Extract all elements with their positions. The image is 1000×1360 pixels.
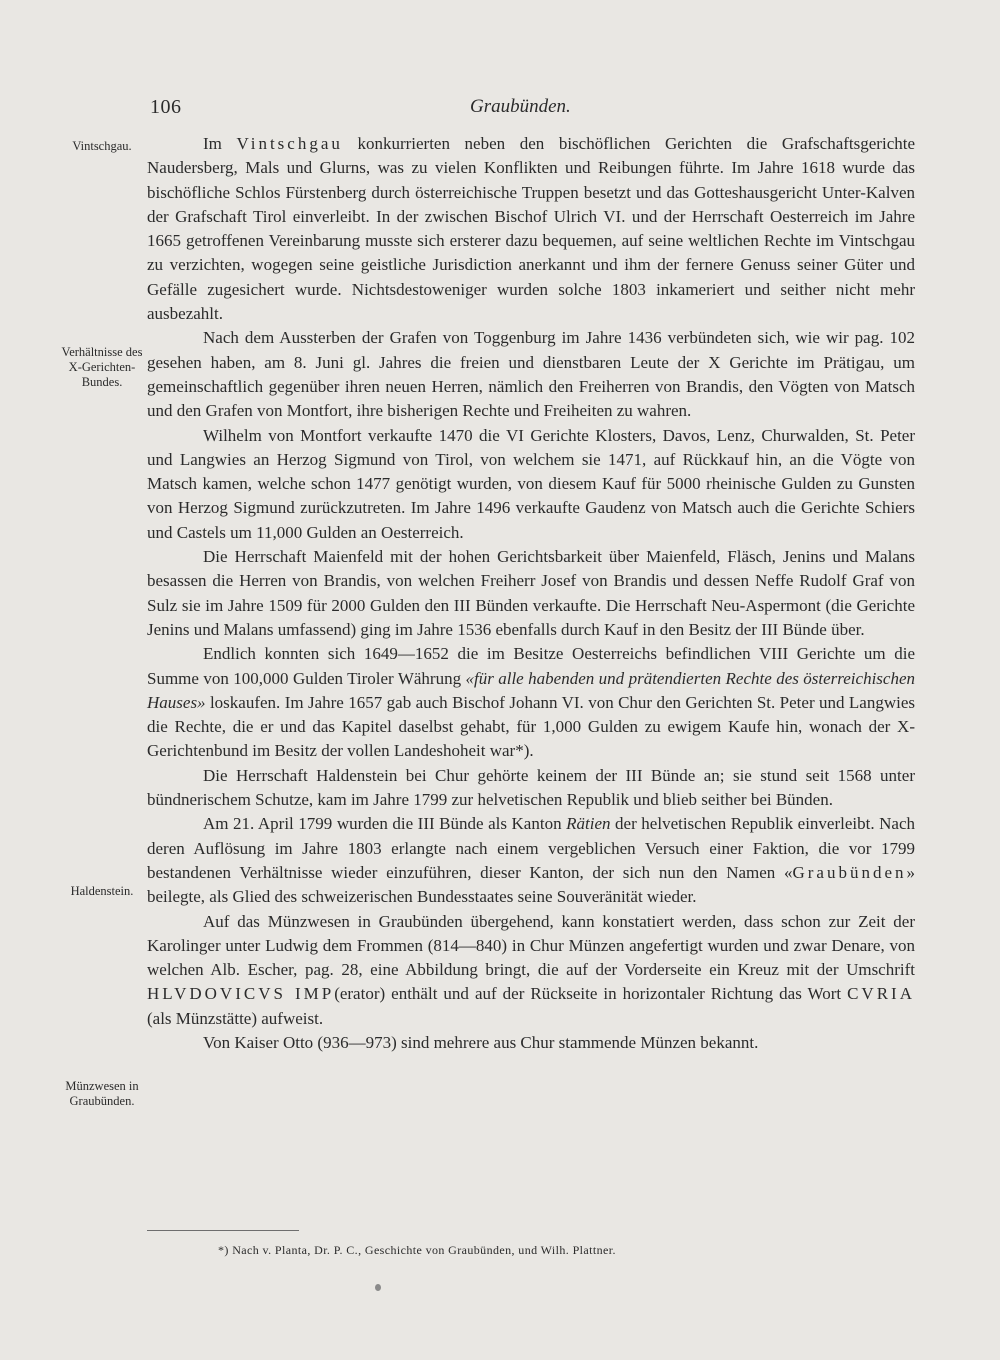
footnote-rule bbox=[147, 1230, 299, 1231]
paragraph-vintschgau: Im Vintschgau konkurrierten neben den bischöflichen Gerichten die Grafschaftsgerichte Naudersberg, Mals und Glurns, was zu vielen Konflikten und Reibungen führte. Im Jahre 1618 wurde das bischöfliche Schlos Fürstenberg durch österreichische Truppen besetzt und das Gotteshausgericht Unter-Kalven der Grafschaft Tirol einverleibt. In der zwischen Bischof Ulrich VI. und der Herrschaft Oesterreich im Jahre 1665 getroffenen Vereinbarung musste sich ersterer dazu bequemen, auf seine weltlichen Rechte im Vintschgau zu verzichten, wogegen seine geistliche Jurisdiction anerkannt und ihm der fernere Genuss seiner Güter und Gefälle zugesichert wurde. Nichtsdestoweniger wurden solche 1803 inkameriert und seither nicht mehr ausbezahlt. bbox=[147, 134, 916, 324]
spaced-term: Graubünden bbox=[792, 862, 907, 882]
italic-quote: «für alle habenden und prätendierten Rechte des österreichischen Hauses» bbox=[147, 668, 915, 712]
margin-note-vintschgau: Vintschgau. bbox=[72, 139, 132, 153]
paragraph-raetien: Am 21. April 1799 wurden die III Bünde als Kanton Rätien der helvetischen Republik einverleibt. Nach deren Auflösung im Jahre 1803 erlangte nach einem vergeblichen Versuch einer Faktion, die vor 1799 bestandenen Verhältnisse wieder einzuführen, dieser Kanton, der sich nun den Namen «Graubünden» beilegte, als Glied des schweizerischen Bundesstaates seine Souveränität wieder. bbox=[147, 814, 916, 907]
paragraph-toggenburg: Nach dem Aussterben der Grafen von Toggenburg im Jahre 1436 verbündeten sich, wie wir pag. 102 gesehen haben, am 8. Juni gl. Jahres die freien und dienstbaren Leute der X Gerichte im Prätigau, um gemeinschaftlich gegenüber ihren neuen Herren, nämlich den Freiherren von Brandis, den Vögten von Matsch und den Grafen von Montfort, ihre bisherigen Rechte und Freiheiten zu wahren. bbox=[147, 328, 915, 421]
running-title: Graubünden. bbox=[470, 96, 571, 117]
paragraph-maienfeld: Die Herrschaft Maienfeld mit der hohen Gerichtsbarkeit über Maienfeld, Fläsch, Jenins und Malans besassen die Herren von Brandis, von welchen Freiherr Josef von Brandis und dessen Neffe Rudolf Graf von Sulz sie im Jahre 1509 für 2000 Gulden den III Bünden verkaufte. Die Herrschaft Neu-Aspermont (die Gerichte Jenins und Malans umfassend) ging im Jahre 1536 ebenfalls durch Kauf in den Besitz der III Bünde über. bbox=[147, 547, 915, 639]
paragraph-haldenstein: Die Herrschaft Haldenstein bei Chur gehörte keinem der III Bünde an; sie stund seit 1568 unter bündnerischem Schutze, kam im Jahre 1799 zur helvetischen Republik und blieb seither bei Bünden. bbox=[147, 765, 915, 810]
margin-note-haldenstein: Haldenstein. bbox=[70, 884, 134, 898]
spaced-inscription: CVRIA bbox=[847, 984, 915, 1004]
paragraph-montfort: Wilhelm von Montfort verkaufte 1470 die VI Gerichte Klosters, Davos, Lenz, Churwalden, St. Peter und Langwies an Herzog Sigmund von Tirol, von welchem sie 1471, auf Rückkauf hin, an die Vögte von Matsch kamen, welche schon 1477 genötigt wurden, von diesem Kauf für 5000 rheinische Gulden zu Gunsten von Herzog Sigmund zurückzutreten. Im Jahre 1496 verkaufte Gaudenz von Matsch auch die Gerichte Schiers und Castels um 11,000 Gulden an Oesterreich. bbox=[147, 425, 915, 542]
italic-term: Rätien bbox=[566, 814, 611, 834]
paragraph-muenzwesen: Auf das Münzwesen in Graubünden übergehend, kann konstatiert werden, dass schon zur Zeit der Karolinger unter Ludwig dem Frommen (814—840) in Chur Münzen angefertigt wurden und zwar Denare, von welchen Alb. Escher, pag. 28, eine Abbildung bringt, die auf der Vorderseite ein Kreuz mit der Umschrift HLVDOVICVS IMP(erator) enthält und auf der Rückseite in horizontaler Richtung das Wort CVRIA (als Münzstätte) aufweist. bbox=[147, 911, 915, 1028]
spaced-term: Vintschgau bbox=[236, 134, 343, 153]
page-number: 106 bbox=[150, 96, 182, 118]
body-text bbox=[147, 132, 915, 1055]
ink-dot-ornament bbox=[375, 1284, 381, 1291]
paragraph-loskauf: Endlich konnten sich 1649—1652 die im Besitze Oesterreichs befindlichen VIII Gerichte um die Summe von 100,000 Gulden Tiroler Währung «für alle habenden und prätendierten Rechte des österreichischen Hauses» loskaufen. Im Jahre 1657 gab auch Bischof Johann VI. von Chur den Gerichten St. Peter und Langwies die Rechte, die er und das Kapitel daselbst gehabt, für 1,000 Gulden zu ewigem Kaufe hin, wonach der X-Gerichtenbund im Besitz der vollen Landeshoheit war*). bbox=[147, 644, 915, 761]
margin-note-muenzwesen: Münzwesen in Graubünden. bbox=[65, 1079, 139, 1108]
spaced-inscription: HLVDOVICVS IMP bbox=[147, 984, 335, 1004]
footnote: *) Nach v. Planta, Dr. P. C., Geschichte von Graubünden, und Wilh. Plattner. bbox=[218, 1243, 616, 1257]
paragraph-otto: Von Kaiser Otto (936—973) sind mehrere aus Chur stammende Münzen bekannt. bbox=[203, 1032, 759, 1052]
margin-note-zehngerichten: Verhältnisse des X-Gerichten-Bundes. bbox=[61, 345, 143, 389]
